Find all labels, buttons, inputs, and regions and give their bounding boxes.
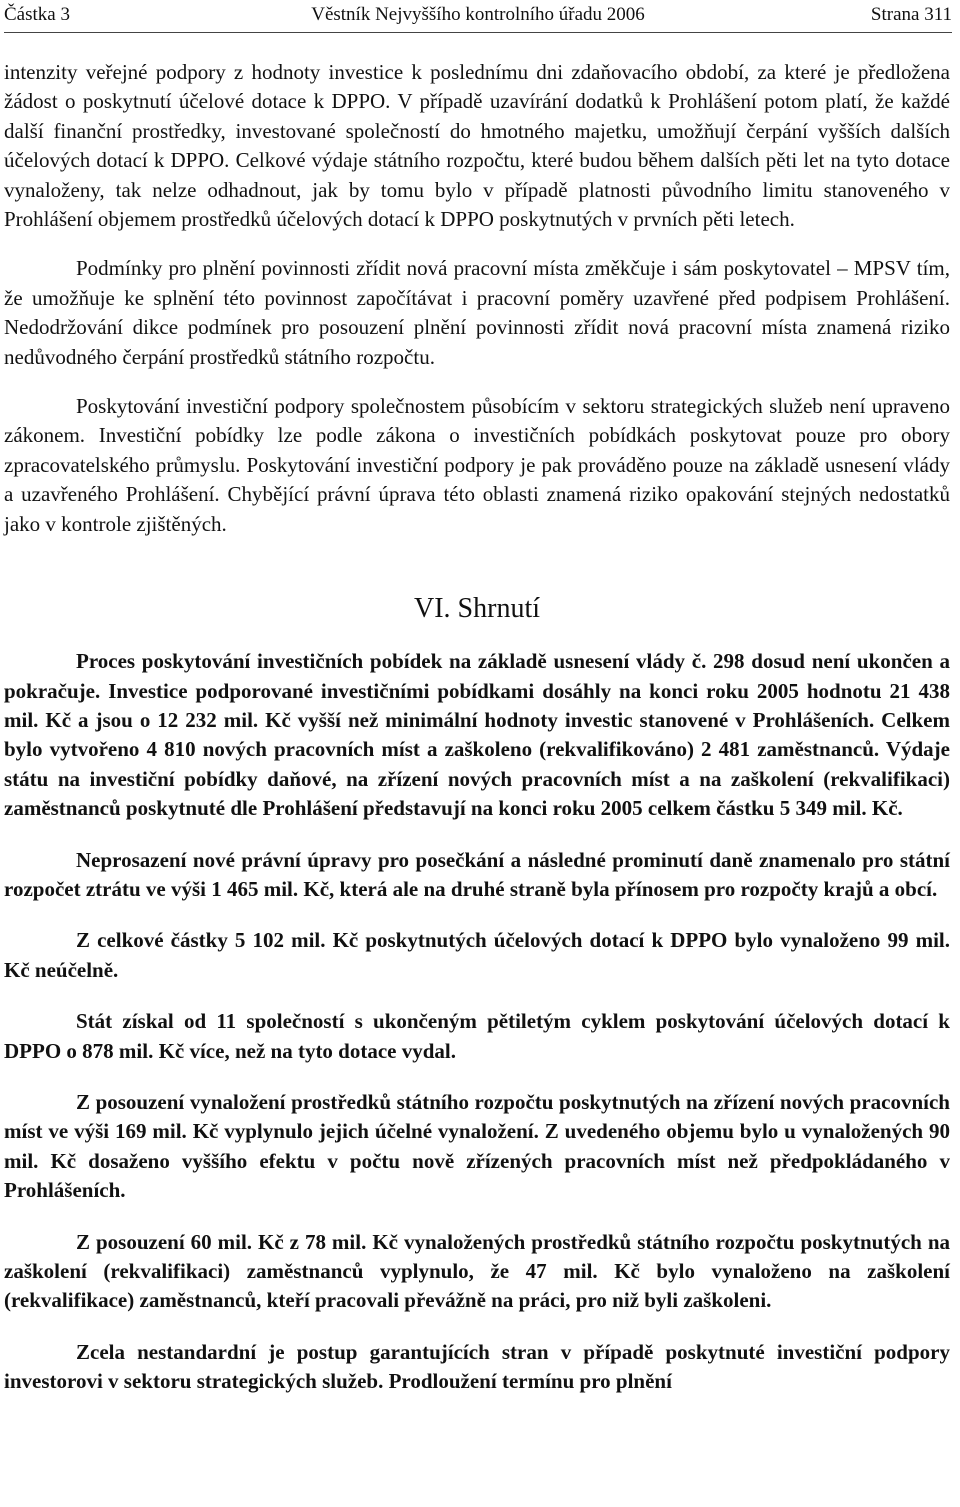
header-divider <box>4 32 952 33</box>
summary-paragraph-2: Neprosazení nové právní úpravy pro posečkání a následné prominutí daně znamenalo pro státní rozpočet ztrátu ve výši 1 465 mil. Kč, která ale na druhé straně byla přínosem pro rozpočty krajů a obcí. <box>4 847 950 901</box>
page-body <box>4 58 950 1397</box>
summary-paragraph-6: Z posouzení 60 mil. Kč z 78 mil. Kč vynaložených prostředků státního rozpočtu poskytnutých na zaškolení (rekvalifikaci) zaměstnanců vyplynulo, že 47 mil. Kč bylo vynaloženo na zaškolení (rekvalifikace) zaměstnanců, kteří pracovali převážně na práci, pro niž byli zaškoleni. <box>4 1229 950 1313</box>
summary-paragraph-3: Z celkové částky 5 102 mil. Kč poskytnutých účelových dotací k DPPO bylo vynaloženo 99 mil. Kč neúčelně. <box>4 928 950 982</box>
summary-paragraph-4: Stát získal od 11 společností s ukončeným pětiletým cyklem poskytování účelových dotací k DPPO o 878 mil. Kč více, než na tyto dotace vydal. <box>4 1009 950 1063</box>
summary-paragraph-1: Proces poskytování investičních pobídek na základě usnesení vlády č. 298 dosud není ukončen a pokračuje. Investice podporované investičními pobídkami dosáhly na konci roku 2005 hodnotu 21 438 mil. Kč a jsou o 12 232 mil. Kč vyšší než minimální hodnoty investic stanovené v Prohlášeních. Celkem bylo vytvořeno 4 810 nových pracovních míst a zaškoleno (rekvalifikováno) 2 481 zaměstnanců. Výdaje státu na investiční pobídky daňové, na zřízení nových pracovních míst a na zaškolení (rekvalifikaci) zaměstnanců poskytnuté dle Prohlášení představují na konci roku 2005 celkem částku 5 349 mil. Kč. <box>4 649 950 821</box>
section-heading: VI. Shrnutí <box>414 593 540 625</box>
body-paragraph-1: intenzity veřejné podpory z hodnoty investice k poslednímu dni zdaňovacího období, za které je předložena žádost o poskytnutí účelové dotace k DPPO. V případě uzavírání dodatků k Prohlášení potom platí, že každé další finanční prostředky, investované společností do hmotného majetku, umožňují čerpání vyšších dalších účelových dotací k DPPO. Celkové výdaje státního rozpočtu, které budou během dalších pěti let na tyto dotace vynaloženy, tak nelze odhadnout, jak by tomu bylo v případě platnosti původního limitu stanoveného v Prohlášení objemem prostředků účelových dotací k DPPO poskytnutých v prvních pěti letech. <box>4 60 950 232</box>
header-page-number: Strana 311 <box>870 4 952 25</box>
header-publication-title: Věstník Nejvyššího kontrolního úřadu 2006 <box>311 4 645 25</box>
header-issue: Částka 3 <box>4 4 70 25</box>
summary-paragraph-5: Z posouzení vynaložení prostředků státního rozpočtu poskytnutých na zřízení nových pracovních míst ve výši 169 mil. Kč vyplynulo jejich účelné vynaložení. Z uvedeného objemu bylo u vynaložených 90 mil. Kč dosaženo vyššího efektu v počtu nově zřízených pracovních míst než předpokládaného v Prohlášeních. <box>4 1089 950 1203</box>
body-paragraph-3: Poskytování investiční podpory společnostem působícím v sektoru strategických služeb není upraveno zákonem. Investiční pobídky lze podle zákona o investičních pobídkách poskytovat pouze pro obory zpracovatelského průmyslu. Poskytování investiční podpory je pak prováděno pouze na základě usnesení vlády a uzavřeného Prohlášení. Chybějící právní úprava této oblasti znamená riziko opakování stejných nedostatků jako v kontrole zjištěných. <box>4 394 950 536</box>
summary-paragraph-7: Zcela nestandardní je postup garantujících stran v případě poskytnuté investiční podpory investorovi v sektoru strategických služeb. Prodloužení termínu pro plnění <box>4 1339 950 1394</box>
body-paragraph-2: Podmínky pro plnění povinnosti zřídit nová pracovní místa změkčuje i sám poskytovatel – MPSV tím, že umožňuje ke splnění této povinnost započítávat i pracovní poměry uzavřené před podpisem Prohlášení. Nedodržování dikce podmínek pro posouzení plnění povinnosti zřídit nová pracovní místa znamená riziko nedůvodného čerpání prostředků státního rozpočtu. <box>4 256 950 369</box>
page-header <box>4 2 952 28</box>
